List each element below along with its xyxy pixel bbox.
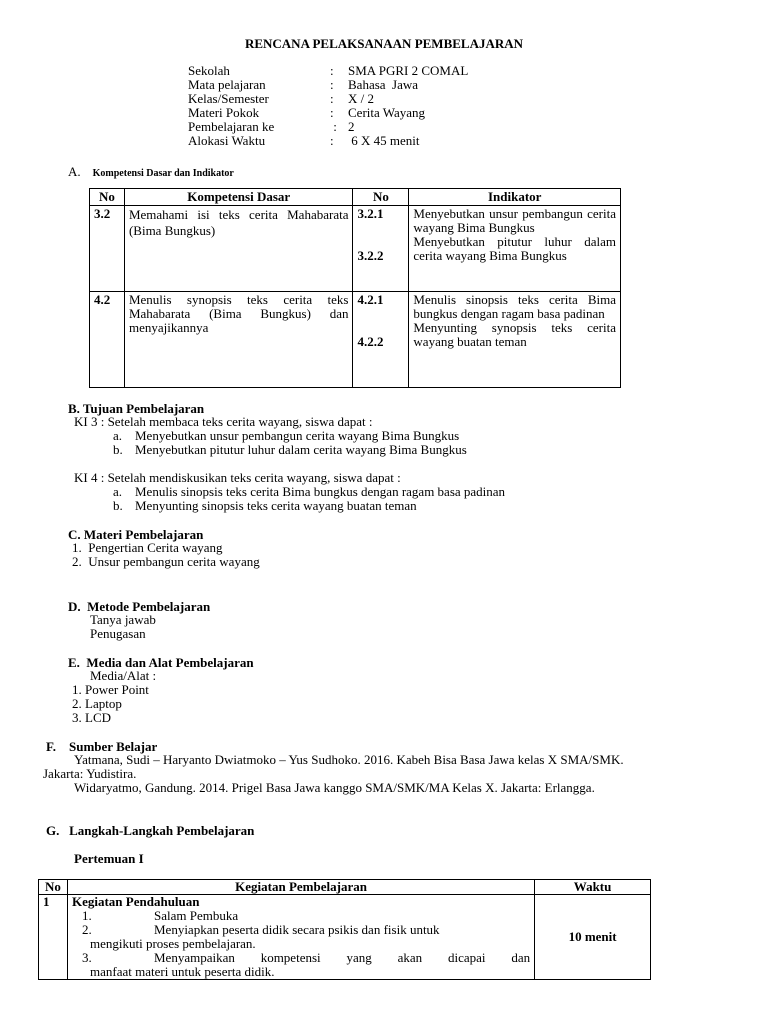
list-item: b. Menyunting sinopsis teks cerita wayang buatan teman <box>113 498 417 513</box>
list-item: Tanya jawab <box>90 612 156 627</box>
col-no: No <box>90 189 125 206</box>
info-row-topic: Materi Pokok : Cerita Wayang <box>188 105 426 120</box>
list-item: a. Menulis sinopsis teks cerita Bima bungkus dengan ragam basa padinan <box>113 484 506 499</box>
section-g-heading: G. Langkah-Langkah Pembelajaran <box>46 823 255 838</box>
col-activity: Kegiatan Pembelajaran <box>67 880 534 895</box>
table-row: 1 Kegiatan Pendahuluan 1. Salam Pembuka 2. Menyiapkan peserta didik secara psikis dan fisik untuk mengikuti proses pembelajaran. 3. Menyampaikan kompetensi yang akan dicapai dan manfaat materi untuk peserta didik. 10 menit <box>39 895 651 980</box>
section-b-heading: B. Tujuan Pembelajaran <box>68 401 205 416</box>
list-item: 1. Pengertian Cerita wayang <box>72 540 223 555</box>
section-e-heading: E. Media dan Alat Pembelajaran <box>68 655 254 670</box>
time-cell: 10 menit <box>535 895 651 980</box>
page-title: RENCANA PELAKSANAAN PEMBELAJARAN <box>244 36 524 51</box>
list-item: 3. LCD <box>72 710 111 725</box>
info-row-subject: Mata pelajaran : Bahasa Jawa <box>188 77 419 92</box>
section-a-heading: A. Kompetensi Dasar dan Indikator <box>68 164 234 179</box>
col-no: No <box>39 880 68 895</box>
table-row: 4.2 Menulis synopsis teks cerita teks Mahabarata (Bima Bungkus) dan menyajikannya 4.2.1 4.2.2 Menulis sinopsis teks cerita Bima bungkus dengan ragam basa padinan Menyunting synopsis teks cerita wayang buatan teman <box>90 292 621 388</box>
list-item: 1. Power Point <box>72 682 149 697</box>
list-item: 2. Laptop <box>72 696 122 711</box>
list-item: Penugasan <box>90 626 146 641</box>
ki4-text: KI 4 : Setelah mendiskusikan teks cerita wayang, siswa dapat : <box>74 470 401 485</box>
table-row: 3.2 Memahami isi teks cerita Mahabarata (Bima Bungkus) 3.2.1 3.2.2 Menyebutkan unsur pembangun cerita wayang Bima Bungkus Menyebutkan pitutur luhur dalam cerita wayang Bima Bungkus <box>90 206 621 292</box>
list-item: 2. Unsur pembangun cerita wayang <box>72 554 260 569</box>
reference-1-cont: Jakarta: Yudistira. <box>43 766 137 781</box>
section-d-heading: D. Metode Pembelajaran <box>68 599 211 614</box>
list-item: b. Menyebutkan pitutur luhur dalam cerita wayang Bima Bungkus <box>113 442 467 457</box>
info-row-class: Kelas/Semester : X / 2 <box>188 91 374 106</box>
media-label: Media/Alat : <box>90 668 157 683</box>
ki3-text: KI 3 : Setelah membaca teks cerita wayang, siswa dapat : <box>74 414 373 429</box>
section-f-heading: F. Sumber Belajar <box>46 739 158 754</box>
reference-1: Yatmana, Sudi – Haryanto Dwiatmoko – Yus Sudhoko. 2016. Kabeh Bisa Basa Jawa kelas X SMA/SMK. <box>74 752 624 767</box>
col-indicator: Indikator <box>409 189 621 206</box>
list-item: 2. Menyiapkan peserta didik secara psikis dan fisik untuk <box>81 922 440 937</box>
col-no2: No <box>353 189 409 206</box>
list-item: 1. Salam Pembuka <box>81 908 239 923</box>
list-item: 3. Menyampaikan kompetensi yang akan dicapai dan <box>81 950 531 965</box>
meeting-label: Pertemuan I <box>74 851 144 866</box>
info-row-lesson: Pembelajaran ke : 2 <box>188 119 355 134</box>
col-kd: Kompetensi Dasar <box>124 189 353 206</box>
section-c-heading: C. Materi Pembelajaran <box>68 527 204 542</box>
info-row-time: Alokasi Waktu : 6 X 45 menit <box>188 133 420 148</box>
col-time: Waktu <box>535 880 651 895</box>
info-row-school: Sekolah : SMA PGRI 2 COMAL <box>188 63 469 78</box>
activity-table <box>38 879 651 980</box>
reference-2: Widaryatmo, Gandung. 2014. Prigel Basa Jawa kanggo SMA/SMK/MA Kelas X. Jakarta: Erlangga. <box>74 780 595 795</box>
competency-table <box>89 188 621 388</box>
identity-block <box>188 64 468 148</box>
list-item: a. Menyebutkan unsur pembangun cerita wayang Bima Bungkus <box>113 428 460 443</box>
